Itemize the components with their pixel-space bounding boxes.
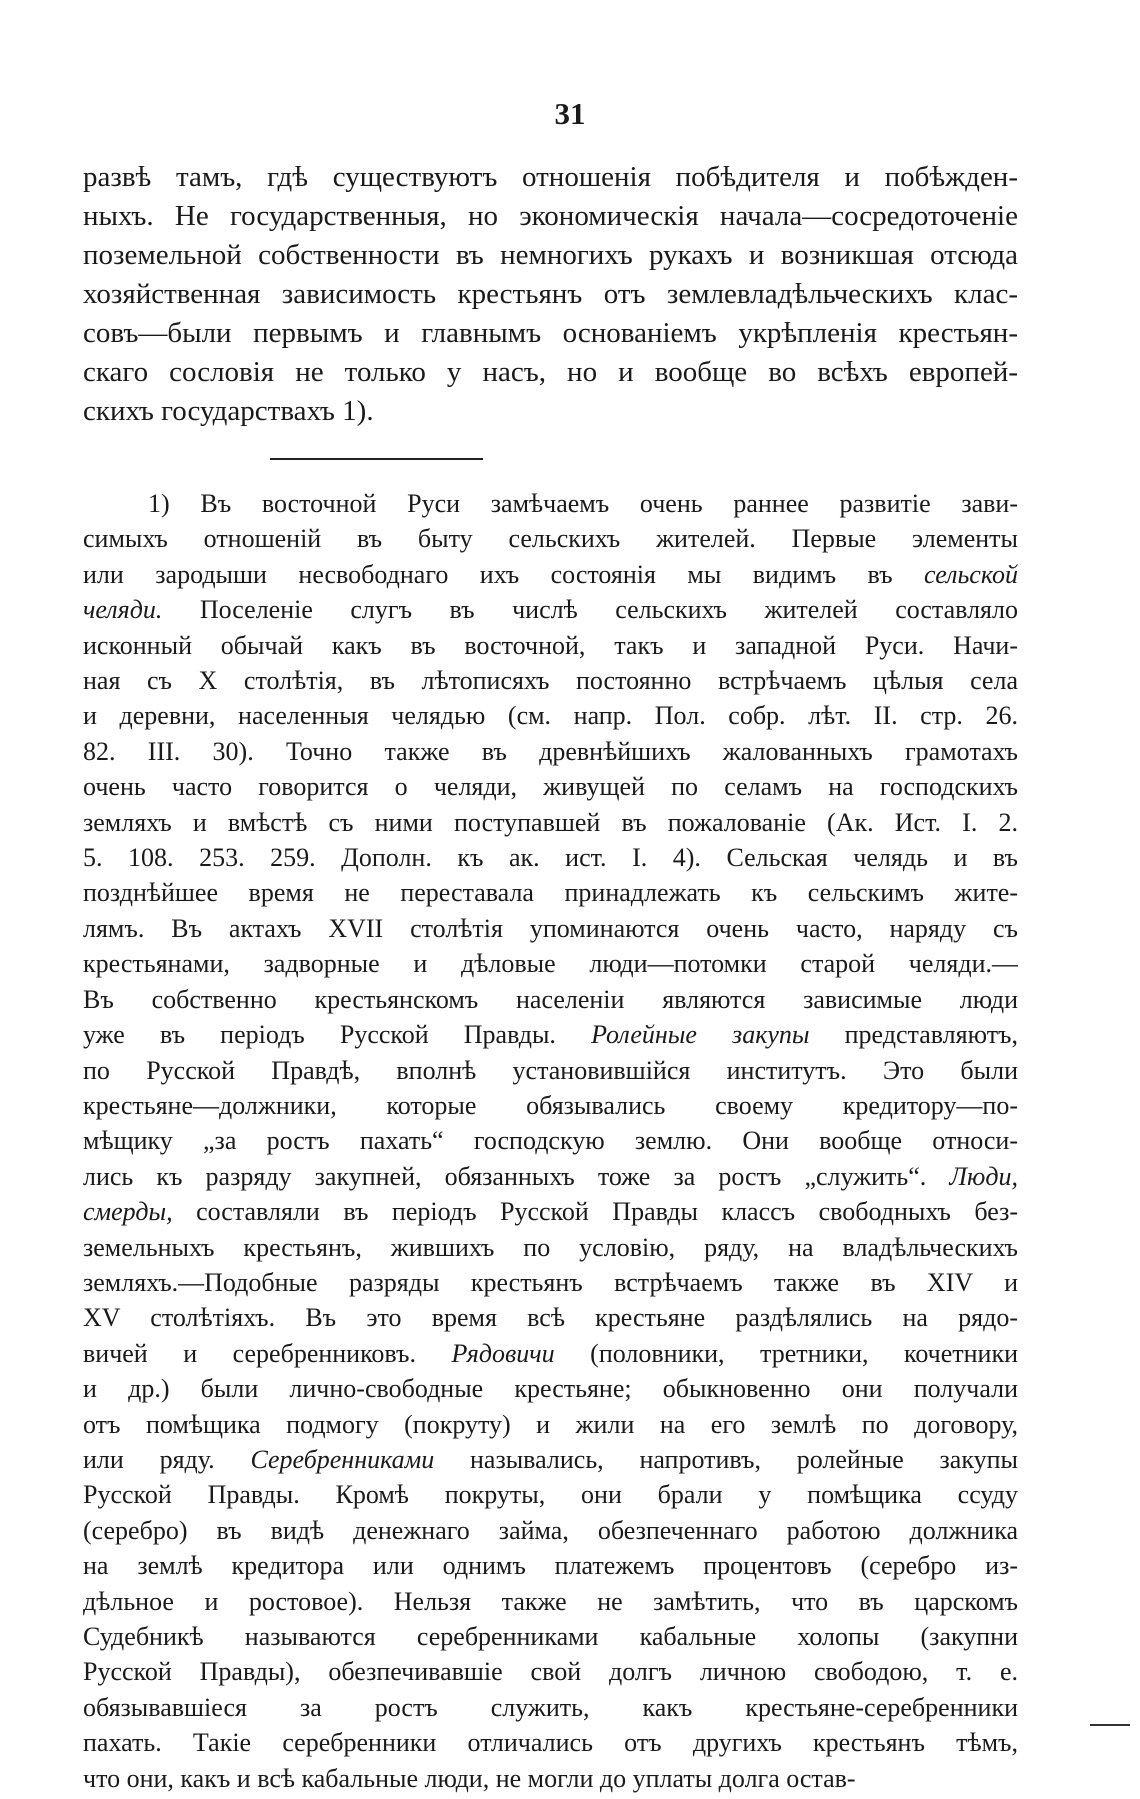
- text-run: 1) Въ восточной Руси замѣчаемъ очень раннее развитіе зави-: [148, 489, 1018, 518]
- margin-mark: [1090, 1724, 1130, 1726]
- text-run: или зародыши несвободнаго ихъ состоянія мы видимъ въ: [83, 559, 925, 589]
- italic-term: Ролейные закупы: [591, 1020, 810, 1050]
- footnote-line: [83, 1230, 1018, 1265]
- footnote-line: [83, 1159, 1018, 1194]
- text-run: лямъ. Въ актахъ XVII столѣтія упоминаются очень часто, наряду съ: [83, 913, 1018, 943]
- text-run: Русской Правды), обезпечивавшіе свой долгъ личною свободою, т. е.: [83, 1657, 1018, 1687]
- footnote-line: [83, 1725, 1018, 1760]
- text-run: 5. 108. 253. 259. Дополн. къ ак. ист. I. 4). Сельская челядь и въ: [83, 843, 1018, 873]
- text-run: Поселеніе слугъ въ числѣ сельскихъ жителей составляло: [162, 595, 1018, 625]
- footnote-line: [83, 1123, 1018, 1158]
- text-run: Русской Правды. Кромѣ покруты, они брали у помѣщика ссуду: [83, 1480, 1018, 1510]
- text-run: ная съ X столѣтія, въ лѣтописяхъ постоянно встрѣчаемъ цѣлыя села: [83, 666, 1018, 696]
- footnote-line: [83, 1442, 1018, 1477]
- footnote-line: [83, 486, 1018, 521]
- footnote-line: [83, 592, 1018, 627]
- footnote-line: [83, 663, 1018, 698]
- main-text-line: совъ—были первымъ и главнымъ основаніемъ укрѣпленія крестьян-: [83, 317, 1018, 349]
- main-text-line: хозяйственная зависимость крестьянъ отъ землевладѣльческихъ клас-: [83, 278, 1018, 310]
- italic-term: смерды,: [83, 1197, 173, 1227]
- text-run: очень часто говорится о челяди, живущей по селамъ на господскихъ: [83, 772, 1018, 802]
- footnote-line: [83, 1513, 1018, 1548]
- footnote-line: [83, 1407, 1018, 1442]
- main-paragraph: [83, 158, 1018, 431]
- text-run: крестьянами, задворные и дѣловые люди—потомки старой челяди.—: [83, 949, 1018, 979]
- text-run: пахать. Такіе серебренники отличались отъ другихъ крестьянъ тѣмъ,: [83, 1728, 1018, 1758]
- text-run: вичей и серебренниковъ.: [83, 1338, 452, 1368]
- italic-term: челяди.: [83, 595, 163, 625]
- footnote-line: [83, 1654, 1018, 1689]
- footnote-line: [83, 1477, 1018, 1512]
- footnote-divider: [270, 458, 483, 460]
- text-run: мѣщику „за ростъ пахать“ господскую землю. Они вообще относи-: [83, 1126, 1018, 1156]
- footnote-line: [83, 698, 1018, 733]
- italic-term: Люди,: [949, 1161, 1018, 1191]
- text-run: составляли въ періодъ Русской Правды классъ свободныхъ без-: [172, 1197, 1018, 1227]
- italic-term: Серебренниками: [250, 1444, 435, 1474]
- footnote-line: [83, 1017, 1018, 1052]
- footnote-line: [83, 911, 1018, 946]
- text-run: и деревни, населенныя челядью (см. напр. Пол. собр. лѣт. II. стр. 26.: [83, 701, 1018, 731]
- footnote-line: [83, 1336, 1018, 1371]
- main-text-line: ныхъ. Не государственныя, но экономическія начала—сосредоточеніе: [83, 200, 1018, 232]
- text-run: представляютъ,: [809, 1020, 1018, 1050]
- footnote-line: [83, 1619, 1018, 1654]
- text-run: земляхъ.—Подобные разряды крестьянъ встрѣчаемъ также въ XIV и: [83, 1267, 1018, 1297]
- text-run: крестьяне—должники, которые обязывались своему кредитору—по-: [83, 1090, 1018, 1120]
- text-run: лись къ разряду закупней, обязанныхъ тоже за ростъ „служить“.: [83, 1161, 950, 1191]
- footnote-line: [83, 946, 1018, 981]
- text-run: исконный обычай какъ въ восточной, такъ и западной Руси. Начи-: [83, 630, 1018, 660]
- footnote-line: [83, 1300, 1018, 1335]
- main-text-line: скихъ государствахъ 1).: [83, 395, 374, 427]
- footnote-line: [83, 1548, 1018, 1583]
- text-run: 82. III. 30). Точно также въ древнѣйшихъ жалованныхъ грамотахъ: [83, 736, 1018, 766]
- text-run: позднѣйшее время не переставала принадлежать къ сельскимъ жите-: [83, 878, 1018, 908]
- italic-term: сельской: [924, 559, 1018, 589]
- footnote-line: [83, 557, 1018, 592]
- footnote-line: [83, 628, 1018, 663]
- footnote-line: [83, 1088, 1018, 1123]
- footnote-line: [83, 1584, 1018, 1619]
- text-run: что они, какъ и всѣ кабальные люди, не могли до уплаты долга остав-: [83, 1763, 856, 1793]
- text-run: XV столѣтіяхъ. Въ это время всѣ крестьяне раздѣлялись на рядо-: [83, 1303, 1018, 1333]
- text-run: Въ собственно крестьянскомъ населеніи являются зависимые люди: [83, 984, 1018, 1014]
- footnote-line: [83, 734, 1018, 769]
- footnote-line: [83, 1194, 1018, 1229]
- footnote-line: [83, 769, 1018, 804]
- text-run: уже въ періодъ Русской Правды.: [83, 1020, 592, 1050]
- text-run: назывались, напротивъ, ролейные закупы: [434, 1444, 1018, 1474]
- text-run: по Русской Правдѣ, вполнѣ установившійся институтъ. Это были: [83, 1055, 1018, 1085]
- text-run: (половники, третники, кочетники: [554, 1338, 1018, 1368]
- footnote-line: [83, 840, 1018, 875]
- text-run: Судебникѣ называются серебренниками кабальные холопы (закупни: [83, 1622, 1018, 1651]
- footnote-line: [83, 875, 1018, 910]
- text-run: или ряду.: [83, 1444, 251, 1474]
- text-run: земельныхъ крестьянъ, жившихъ по условію, ряду, на владѣльческихъ: [83, 1232, 1018, 1262]
- text-run: обязывавшіеся за ростъ служить, какъ крестьяне-серебренники: [83, 1692, 1018, 1722]
- main-text-line: скаго сословія не только у насъ, но и вообще во всѣхъ европей-: [83, 356, 1018, 388]
- footnote-line: [83, 982, 1018, 1017]
- footnote-line: [83, 521, 1018, 556]
- footnote-line: [83, 1690, 1018, 1725]
- footnote-line: [83, 1053, 1018, 1088]
- text-run: отъ помѣщика подмогу (покруту) и жили на его землѣ по договору,: [83, 1409, 1018, 1439]
- text-run: и др.) были лично-свободные крестьяне; обыкновенно они получали: [83, 1374, 1018, 1404]
- footnote-line: [83, 805, 1018, 840]
- footnote: [83, 486, 1018, 1796]
- text-run: на землѣ кредитора или однимъ платежемъ процентовъ (серебро из-: [83, 1551, 1018, 1581]
- main-text-line: развѣ тамъ, гдѣ существуютъ отношенія побѣдителя и побѣжден-: [83, 161, 1018, 193]
- text-run: симыхъ отношеній въ быту сельскихъ жителей. Первые элементы: [83, 524, 1018, 554]
- italic-term: Рядовичи: [451, 1338, 555, 1368]
- text-run: (серебро) въ видѣ денежнаго займа, обезпеченнаго работою должника: [83, 1515, 1018, 1545]
- main-text-line: поземельной собственности въ немногихъ рукахъ и возникшая отсюда: [83, 239, 1018, 271]
- footnote-line: [83, 1371, 1018, 1406]
- page-number: 31: [554, 96, 586, 131]
- footnote-line: [83, 1761, 1018, 1796]
- text-run: земляхъ и вмѣстѣ съ ними поступавшей въ пожалованіе (Ак. Ист. I. 2.: [83, 807, 1018, 837]
- text-run: дѣльное и ростовое). Нельзя также не замѣтить, что въ царскомъ: [83, 1586, 1018, 1616]
- footnote-line: [83, 1265, 1018, 1300]
